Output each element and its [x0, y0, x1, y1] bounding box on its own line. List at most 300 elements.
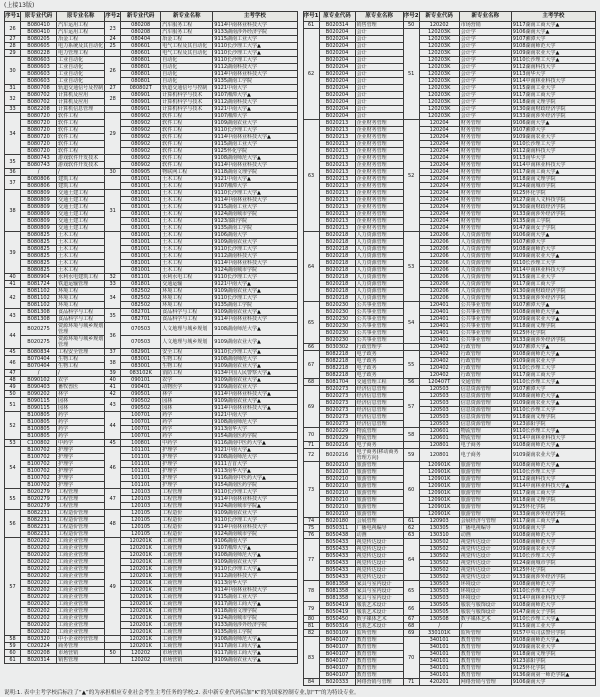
old-code-cell: B080702: [21, 92, 57, 99]
table-row: [303, 190, 596, 197]
table-row: [5, 64, 298, 71]
new-name-cell: 市场营销: [161, 650, 213, 657]
old-name-cell: 企业财务管理: [355, 148, 403, 155]
new-name-cell: 林学: [161, 391, 213, 398]
school-cell: 9117湖南工商大学▲: [511, 169, 595, 176]
school-cell: 9108湖南师范大学▲: [511, 309, 595, 316]
old-code-cell: B020273: [319, 393, 355, 400]
old-code-cell: B082231: [21, 517, 57, 524]
table-row: [5, 288, 298, 295]
seq1-cell: 82: [303, 630, 319, 637]
old-code-cell: B020230: [319, 337, 355, 344]
school-cell: 9109湖南农业大学▲: [511, 50, 595, 57]
new-code-cell: 120204: [419, 127, 459, 134]
table-row: [303, 379, 596, 386]
school-cell: 9147湖南女子学院: [511, 609, 595, 616]
column-header: 新专业名称: [459, 12, 511, 22]
table-row: [303, 442, 596, 449]
new-code-cell: 120201K: [121, 538, 161, 545]
school-cell: 9109湖南农业大学: [213, 239, 297, 246]
new-name-cell: 护理学: [161, 482, 213, 489]
old-name-cell: 工商企业管理: [57, 559, 105, 566]
seq1-cell: 41: [5, 281, 21, 288]
old-name-cell: 工商企业管理: [57, 629, 105, 636]
old-name-cell: 旅游管理: [355, 462, 403, 469]
column-header: 新专业代码: [121, 12, 161, 22]
old-code-cell: B080720: [21, 134, 57, 141]
old-code-cell: B081308: [21, 316, 57, 323]
new-name-cell: 冶金工程: [161, 36, 213, 43]
new-name-cell: 护理学: [161, 468, 213, 475]
new-name-cell: 公共事业管理: [459, 330, 511, 337]
seq2-cell: 32: [105, 274, 121, 281]
new-code-cell: 120203K: [419, 64, 459, 71]
table-row: [5, 454, 298, 461]
new-code-cell: 120401: [419, 309, 459, 316]
table-row: [303, 113, 596, 120]
old-name-cell: 家具与室内设计: [355, 588, 403, 595]
seq2-cell: 36: [105, 323, 121, 349]
table-row: [5, 629, 298, 636]
seq2-cell: 70: [403, 637, 419, 679]
table-row: [5, 545, 298, 552]
new-code-cell: 120901K: [419, 504, 459, 511]
table-row: [5, 309, 298, 316]
school-cell: 9117湖南工商大学▲: [511, 518, 595, 525]
old-code-cell: B020279: [21, 503, 57, 510]
new-code-cell: 120401: [419, 330, 459, 337]
old-name-cell: 监所管理: [355, 630, 403, 637]
seq2-cell: 59: [403, 449, 419, 462]
new-code-cell: 080902: [121, 162, 161, 169]
old-code-cell: B020204: [319, 57, 355, 64]
old-name-cell: 建筑工程: [57, 183, 105, 190]
old-code-cell: B050450: [319, 616, 355, 623]
table-row: [303, 330, 596, 337]
school-cell: 9109湖南农业大学: [511, 644, 595, 651]
old-name-cell: /: [57, 169, 105, 176]
table-row: [5, 412, 298, 419]
new-name-cell: 计算机科学与技术: [161, 106, 213, 113]
seq2-cell: 57: [403, 386, 419, 428]
old-code-cell: B020204: [319, 113, 355, 120]
old-name-cell: 工业自动化: [57, 64, 105, 71]
old-code-cell: B020229: [319, 428, 355, 435]
old-name-cell: 公共事业管理: [355, 309, 403, 316]
new-code-cell: 120402: [419, 372, 459, 379]
new-code-cell: 083001: [121, 356, 161, 363]
new-name-cell: 会计学: [459, 71, 511, 78]
old-name-cell: 数字媒体艺术: [355, 616, 403, 623]
seq2-cell: 71: [403, 679, 419, 686]
seq2-cell: [105, 636, 121, 643]
seq1-cell: 72: [303, 449, 319, 462]
seq2-cell: 50: [105, 650, 121, 657]
new-name-cell: 工商管理: [161, 538, 213, 545]
school-cell: 9110长沙理工大学: [213, 127, 297, 134]
school-cell: 9114中南林业科技大学: [213, 496, 297, 503]
old-name-cell: 护理学: [57, 461, 105, 468]
old-name-cell: 网络营销与管理: [355, 679, 403, 686]
school-cell: 9117湖南工商大学▲: [511, 22, 595, 29]
old-code-cell: B081358: [319, 581, 355, 588]
table-row: [5, 447, 298, 454]
old-name-cell: 软件工程: [57, 141, 105, 148]
new-name-cell: 物流管理: [459, 428, 511, 435]
table-row: [5, 85, 298, 92]
new-name-cell: 土木工程: [161, 246, 213, 253]
school-cell: 9107湘潭大学: [511, 386, 595, 393]
new-name-cell: 人文地理与城乡规划: [161, 336, 213, 349]
new-name-cell: 财务管理: [459, 141, 511, 148]
new-name-cell: 护理学: [161, 461, 213, 468]
new-name-cell: 财务管理: [459, 127, 511, 134]
new-code-cell: 340101: [419, 658, 459, 665]
new-name-cell: 财务管理: [459, 134, 511, 141]
table-row: [5, 36, 298, 43]
table-row: [303, 630, 596, 637]
new-code-cell: 120105: [121, 531, 161, 538]
seq2-cell: 38: [105, 356, 121, 370]
major-mapping-table-left: [4, 11, 298, 664]
school-cell: 9121中南大学▲: [213, 447, 297, 454]
new-name-cell: 公共事业管理: [459, 302, 511, 309]
old-name-cell: 公共事业管理: [355, 302, 403, 309]
school-cell: 9110长沙理工大学: [511, 407, 595, 414]
old-code-cell: B080809: [21, 204, 57, 211]
seq2-cell: [105, 657, 121, 664]
table-row: [5, 141, 298, 148]
old-name-cell: 企业财务管理: [355, 190, 403, 197]
table-row: [5, 433, 298, 440]
new-code-cell: 080901: [121, 99, 161, 106]
school-cell: 9124湖南城市学院▲: [213, 503, 297, 510]
school-cell: 9106湖南大学▲: [511, 232, 595, 239]
new-code-cell: 120801: [419, 449, 459, 462]
table-row: [303, 260, 596, 267]
school-cell: 9118湖南文理学院: [213, 169, 297, 176]
new-name-cell: 工商管理: [161, 552, 213, 559]
old-code-cell: B020213: [319, 127, 355, 134]
old-name-cell: 工商企业管理: [57, 566, 105, 573]
old-code-cell: B020314: [21, 657, 57, 664]
new-name-cell: 人力资源管理: [459, 295, 511, 302]
table-row: [303, 22, 596, 29]
seq1-cell: 77: [303, 539, 319, 581]
old-code-cell: B080702: [21, 99, 57, 106]
new-code-cell: 120206: [419, 288, 459, 295]
old-name-cell: 人力资源管理: [355, 274, 403, 281]
school-cell: 9109湖南农业大学▲: [511, 316, 595, 323]
table-row: [303, 358, 596, 365]
new-name-cell: 会计学: [459, 106, 511, 113]
old-name-cell: 土木工程: [57, 246, 105, 253]
old-name-cell: 企业财务管理: [355, 120, 403, 127]
new-code-cell: 120204: [419, 211, 459, 218]
table-row: [5, 363, 298, 370]
new-name-cell: 软件工程: [161, 134, 213, 141]
seq2-cell: [105, 176, 121, 190]
new-code-cell: 120201K: [121, 601, 161, 608]
new-name-cell: 工商管理: [161, 587, 213, 594]
old-code-cell: B020180: [319, 518, 355, 525]
old-name-cell: 护理学: [57, 468, 105, 475]
old-code-cell: B080410: [21, 29, 57, 36]
old-code-cell: B050433: [319, 539, 355, 546]
old-code-cell: B020204: [319, 85, 355, 92]
new-code-cell: 081001: [121, 211, 161, 218]
seq1-cell: 59: [5, 643, 21, 650]
new-code-cell: 420201: [419, 679, 459, 686]
seq2-cell: 34: [105, 288, 121, 309]
table-row: [303, 134, 596, 141]
school-cell: 9118湖南文理学院: [511, 99, 595, 106]
table-row: [5, 169, 298, 176]
table-row: [5, 440, 298, 447]
new-code-cell: 120103: [121, 489, 161, 496]
table-row: [5, 106, 298, 113]
column-header: 序号1: [5, 12, 21, 22]
old-code-cell: B090202: [21, 391, 57, 398]
new-code-cell: 081101: [121, 274, 161, 281]
school-cell: 9110长沙理工大学▲: [213, 190, 297, 197]
seq2-cell: 65: [403, 581, 419, 602]
new-name-cell: 生物工程: [161, 356, 213, 363]
old-name-cell: 生物工程: [57, 363, 105, 370]
school-cell: 9112湖南科技大学: [511, 64, 595, 71]
school-cell: 9114中南林业科技大学: [213, 260, 297, 267]
new-code-cell: 120203K: [419, 57, 459, 64]
school-cell: 9125怀化学院: [511, 567, 595, 574]
new-code-cell: 090401: [121, 384, 161, 391]
old-code-cell: B080809: [21, 211, 57, 218]
new-code-cell: 080902: [121, 141, 161, 148]
old-name-cell: 电力系统及其自动化: [58, 43, 104, 49]
old-code-cell: B020213: [319, 141, 355, 148]
old-name-cell: 会计: [355, 71, 403, 78]
school-cell: 9108湖南师范大学: [511, 539, 595, 546]
old-code-cell: B020210: [319, 497, 355, 504]
new-name-cell: 旅游管理: [459, 511, 511, 518]
table-row: [303, 449, 596, 462]
old-code-cell: B020218: [319, 239, 355, 246]
table-row: [303, 365, 596, 372]
new-name-cell: 药学: [161, 412, 213, 419]
new-name-cell: 旅游管理: [459, 462, 511, 469]
new-name-cell: 食品科学与工程: [161, 316, 213, 323]
old-name-cell: 工商企业管理: [57, 615, 105, 622]
old-code-cell: B081724: [21, 281, 57, 288]
table-row: [5, 538, 298, 545]
new-code-cell: 120203K: [419, 29, 459, 36]
table-row: [5, 211, 298, 218]
old-code-cell: B080605: [21, 43, 57, 50]
school-cell: 9110长沙理工大学▲: [511, 57, 595, 64]
old-name-cell: 旅游管理: [355, 490, 403, 497]
seq1-cell: 71: [303, 442, 319, 449]
new-name-cell: 人力资源管理: [459, 267, 511, 274]
new-code-cell: 090501: [121, 391, 161, 398]
old-name-cell: 软件工程: [57, 120, 105, 127]
old-code-cell: B100702: [21, 482, 57, 489]
seq2-cell: 49: [105, 538, 121, 636]
school-cell: 9108湖南师范大学: [511, 43, 595, 50]
new-code-cell: 120203K: [419, 71, 459, 78]
new-code-cell: 101101: [121, 482, 161, 489]
old-name-cell: 交通管理工程: [355, 379, 403, 386]
new-code-cell: 120203K: [419, 78, 459, 85]
old-code-cell: B040107: [319, 637, 355, 644]
old-name-cell: 经济信息管理: [355, 386, 403, 393]
new-name-cell: 教育管理: [459, 651, 511, 658]
table-row: [303, 602, 596, 609]
school-cell: 9121中南大学▲: [213, 176, 297, 183]
school-cell: 9110长沙理工大学▲: [213, 349, 297, 356]
new-name-cell: 财务管理: [459, 169, 511, 176]
new-code-cell: 120503: [419, 386, 459, 393]
old-name-cell: 电子政务: [355, 372, 403, 379]
new-name-cell: 旅游管理: [459, 504, 511, 511]
school-cell: 9147湖南女子学院: [511, 225, 595, 232]
table-row: [303, 525, 596, 532]
old-code-cell: B050433: [319, 546, 355, 553]
school-cell: 9124湖南城市学院: [213, 267, 297, 274]
new-code-cell: 120203K: [419, 106, 459, 113]
old-name-cell: 企业财务管理: [355, 183, 403, 190]
table-row: [5, 475, 298, 482]
old-code-cell: B081358: [319, 588, 355, 595]
seq2-cell: 51: [403, 29, 419, 120]
seq2-cell: 46: [105, 447, 121, 489]
table-row: [5, 384, 298, 391]
old-name-cell: 护理学: [57, 454, 105, 461]
old-name-cell: 工商企业管理: [57, 580, 105, 587]
old-name-cell: 中药学: [57, 440, 105, 447]
new-code-cell: 120105: [121, 510, 161, 517]
old-code-cell: B020230: [319, 330, 355, 337]
school-cell: 9121中南大学: [213, 85, 297, 92]
school-cell: 9109湖南农业大学: [213, 510, 297, 517]
old-code-cell: B020210: [319, 504, 355, 511]
table-row: [303, 337, 596, 344]
school-cell: 9125怀化学院: [511, 665, 595, 672]
seq1-cell: 70: [303, 428, 319, 442]
table-row: [5, 50, 298, 57]
new-name-cell: 公共事业管理: [459, 323, 511, 330]
table-row: [303, 504, 596, 511]
old-name-cell: 园林: [57, 398, 105, 405]
school-cell: 9109湖南农业大学▲: [511, 400, 595, 407]
table-row: [303, 267, 596, 274]
table-row: [303, 679, 596, 686]
table-row: [303, 50, 596, 57]
column-header: 原专业名称: [57, 12, 105, 22]
school-cell: 9109湖南农业大学▲: [511, 253, 595, 260]
old-code-cell: B080809: [21, 197, 57, 204]
seq1-cell: 33: [5, 106, 21, 113]
old-name-cell: 经济信息管理: [355, 407, 403, 414]
old-name-cell: 电子商务: [355, 442, 403, 449]
table-row: [5, 225, 298, 232]
old-name-cell: 会计: [355, 50, 403, 57]
seq2-cell: 44: [105, 412, 121, 440]
new-code-cell: 120201K: [121, 573, 161, 580]
new-code-cell: 120401: [419, 337, 459, 344]
table-row: [5, 615, 298, 622]
old-name-cell: 经济信息管理: [355, 400, 403, 407]
table-row: [303, 316, 596, 323]
new-name-cell: 教育管理: [459, 644, 511, 651]
table-row: [5, 176, 298, 183]
table-row: [5, 524, 298, 531]
school-cell: 9106湖南大学: [213, 538, 297, 545]
table-row: [303, 183, 596, 190]
old-name-cell: 食品科学与工程: [57, 316, 105, 323]
seq1-cell: 75: [303, 525, 319, 532]
new-name-cell: 园林: [161, 405, 213, 412]
new-code-cell: 120201K: [121, 594, 161, 601]
seq1-cell: 30: [5, 57, 21, 85]
new-code-cell: 340101: [419, 672, 459, 679]
new-name-cell: 市场营销: [459, 22, 511, 29]
old-code-cell: B050433: [319, 574, 355, 581]
old-code-cell: B020204: [319, 50, 355, 57]
school-cell: 9108湖南师范大学▲: [511, 637, 595, 644]
new-code-cell: 130502: [419, 567, 459, 574]
school-cell: 9154湖南医药学院: [213, 433, 297, 440]
old-name-cell: 动画: [355, 532, 403, 539]
school-cell: 9114中南林业科技大学: [511, 435, 595, 442]
school-cell: 9117湖南工商大学: [511, 92, 595, 99]
old-code-cell: B020273: [319, 421, 355, 428]
new-name-cell: 农学: [161, 377, 213, 384]
school-cell: 9115湖南工业大学: [213, 36, 297, 43]
table-row: [303, 106, 596, 113]
old-code-cell: B020213: [319, 197, 355, 204]
old-name-cell: 工程造价管理: [57, 531, 105, 538]
old-name-cell: 销售管理: [57, 657, 105, 664]
school-cell: 9110长沙理工大学▲: [511, 379, 595, 386]
seq1-cell: 39: [5, 232, 21, 274]
old-code-cell: B020273: [319, 400, 355, 407]
new-name-cell: 计算机科学与技术: [161, 92, 213, 99]
seq1-cell: 26: [5, 22, 21, 36]
old-name-cell: 工商企业管理: [57, 608, 105, 615]
table-row: [303, 169, 596, 176]
new-name-cell: 环境工程: [161, 295, 213, 302]
school-cell: 9117湖南工商大学▲: [213, 643, 297, 650]
school-cell: 9107湘潭大学▲: [213, 92, 297, 99]
old-name-cell: 冶金工程: [57, 36, 105, 43]
new-name-cell: 会计学: [459, 64, 511, 71]
seq1-cell: 65: [303, 302, 319, 344]
school-cell: 9115湖南工业大学: [213, 141, 297, 148]
school-cell: 9121中南大学▲: [213, 281, 297, 288]
major-mapping-table-right: [303, 11, 597, 686]
new-code-cell: 080902: [121, 113, 161, 120]
table-row: [303, 29, 596, 36]
table-row: [5, 566, 298, 573]
new-name-cell: 信息资源管理: [459, 400, 511, 407]
school-cell: 9110长沙理工大学: [511, 588, 595, 595]
school-cell: 9125怀化学院: [213, 148, 297, 155]
school-cell: 9157中央司法警官学院: [511, 630, 595, 637]
old-code-cell: B020208: [21, 650, 57, 657]
old-code-cell: B050316: [319, 623, 355, 630]
school-cell: 9110长沙理工大学▲: [213, 43, 297, 50]
school-cell: 9134中国人民警察大学▲: [213, 370, 297, 377]
new-code-cell: 120901K: [419, 462, 459, 469]
